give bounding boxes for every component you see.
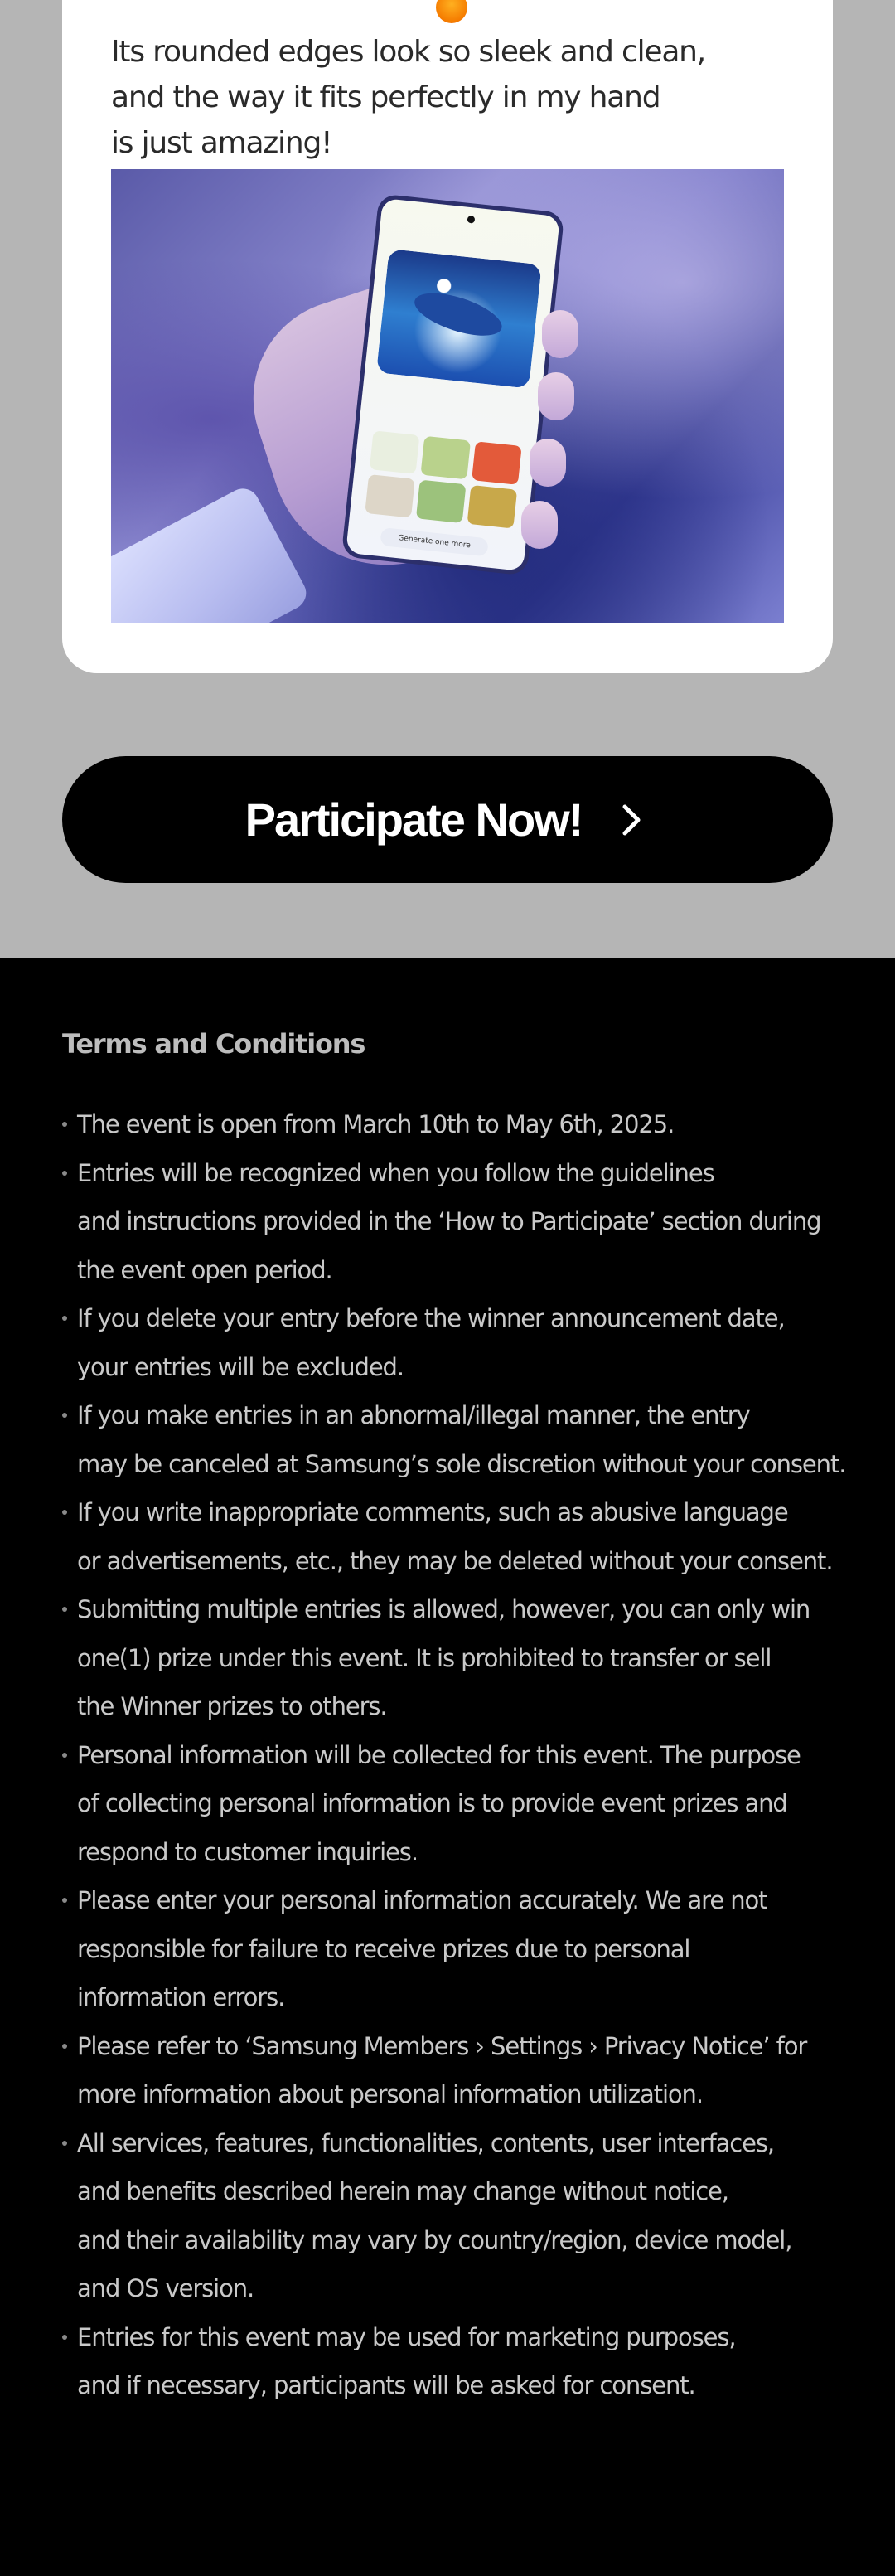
photo-finger bbox=[530, 439, 566, 487]
terms-line: Submitting multiple entries is allowed, however, you can only win bbox=[77, 1595, 810, 1623]
bullet-icon bbox=[62, 2141, 67, 2146]
terms-item bbox=[62, 2119, 833, 2313]
terms-line: If you write inappropriate comments, such as abusive language bbox=[77, 1498, 788, 1526]
terms-line: the event open period. bbox=[77, 1255, 332, 1284]
terms-line: The event is open from March 10th to May 6th, 2025. bbox=[77, 1110, 675, 1138]
thumb-ball bbox=[365, 474, 415, 518]
review-text bbox=[111, 0, 791, 166]
terms-line: Entries for this event may be used for marketing purposes, bbox=[77, 2322, 736, 2351]
terms-item bbox=[62, 1391, 846, 1488]
terms-line: Please refer to ‘Samsung Members › Settings › Privacy Notice’ for bbox=[77, 2031, 807, 2060]
terms-line: Entries will be recognized when you follow the guidelines bbox=[77, 1158, 714, 1187]
terms-line: or advertisements, etc., they may be deleted without your consent. bbox=[77, 1546, 833, 1575]
terms-line: your entries will be excluded. bbox=[77, 1352, 404, 1381]
bullet-icon bbox=[62, 2044, 67, 2049]
review-clipped-line bbox=[111, 0, 791, 29]
terms-line: Personal information will be collected for this event. The purpose bbox=[77, 1740, 801, 1769]
bullet-icon bbox=[62, 1413, 67, 1418]
review-line: Its rounded edges look so sleek and clean, bbox=[111, 35, 706, 69]
photo-finger bbox=[542, 310, 578, 358]
terms-line: If you delete your entry before the winner announcement date, bbox=[77, 1304, 785, 1332]
terms-line: more information about personal information utilization. bbox=[77, 2080, 703, 2108]
terms-item bbox=[62, 1731, 833, 1877]
participate-label: Participate Now! bbox=[244, 793, 583, 846]
thumb-oranges bbox=[467, 485, 518, 529]
terms-item bbox=[62, 1100, 833, 1149]
terms-item bbox=[62, 2022, 833, 2119]
thumb-dog bbox=[416, 479, 467, 523]
terms-line: All services, features, functionalities, contents, user interfaces, bbox=[77, 2128, 775, 2157]
terms-line: and if necessary, participants will be asked for consent. bbox=[77, 2371, 695, 2399]
terms-line: the Winner prizes to others. bbox=[77, 1692, 387, 1720]
terms-line: and their availability may vary by country/region, device model, bbox=[77, 2225, 792, 2254]
terms-line: and OS version. bbox=[77, 2274, 254, 2302]
bullet-icon bbox=[62, 1122, 67, 1127]
terms-list bbox=[62, 1100, 846, 2410]
thumb-balloon bbox=[420, 436, 471, 480]
terms-item bbox=[62, 2313, 833, 2410]
terms-item bbox=[62, 1294, 833, 1391]
chevron-right-icon bbox=[613, 802, 650, 838]
review-card bbox=[62, 0, 833, 673]
review-photo bbox=[111, 169, 784, 623]
bullet-icon bbox=[62, 2335, 67, 2340]
photo-sleeve bbox=[111, 483, 312, 623]
bullet-icon bbox=[62, 1753, 67, 1758]
participate-now-button[interactable] bbox=[62, 756, 833, 883]
terms-item bbox=[62, 1149, 833, 1295]
photo-finger bbox=[521, 501, 558, 549]
review-line: and the way it fits perfectly in my hand bbox=[111, 80, 660, 114]
terms-line: and instructions provided in the ‘How to Participate’ section during bbox=[77, 1207, 821, 1235]
terms-item bbox=[62, 1876, 833, 2022]
terms-line: information errors. bbox=[77, 1983, 285, 2011]
terms-line: of collecting personal information is to provide event prizes and bbox=[77, 1789, 787, 1817]
terms-item bbox=[62, 1585, 833, 1731]
thumb-tulip bbox=[370, 430, 420, 474]
bullet-icon bbox=[62, 1607, 67, 1612]
bullet-icon bbox=[62, 1510, 67, 1515]
terms-line: respond to customer inquiries. bbox=[77, 1837, 418, 1866]
phone-camera bbox=[467, 216, 475, 224]
bullet-icon bbox=[62, 1898, 67, 1903]
terms-section bbox=[0, 958, 895, 2576]
photo-finger bbox=[538, 372, 574, 420]
bullet-icon bbox=[62, 1316, 67, 1321]
style-thumbnails bbox=[365, 430, 521, 528]
bullet-icon bbox=[62, 1171, 67, 1176]
terms-line: responsible for failure to receive prizes due to personal bbox=[77, 1934, 690, 1963]
emoji-icon bbox=[436, 0, 467, 23]
review-line: is just amazing! bbox=[111, 126, 332, 160]
phone-generate-button: Generate one more bbox=[380, 527, 489, 556]
terms-item bbox=[62, 1488, 833, 1585]
terms-line: Please enter your personal information accurately. We are not bbox=[77, 1886, 767, 1914]
terms-line: If you make entries in an abnormal/illegal manner, the entry bbox=[77, 1401, 750, 1429]
thumb-popart bbox=[472, 441, 522, 485]
terms-line: may be canceled at Samsung’s sole discretion without your consent. bbox=[77, 1449, 846, 1478]
terms-line: and benefits described herein may change without notice, bbox=[77, 2177, 728, 2205]
terms-line: one(1) prize under this event. It is prohibited to transfer or sell bbox=[77, 1643, 772, 1672]
terms-title: Terms and Conditions bbox=[62, 1028, 365, 1060]
review-section bbox=[0, 0, 895, 958]
